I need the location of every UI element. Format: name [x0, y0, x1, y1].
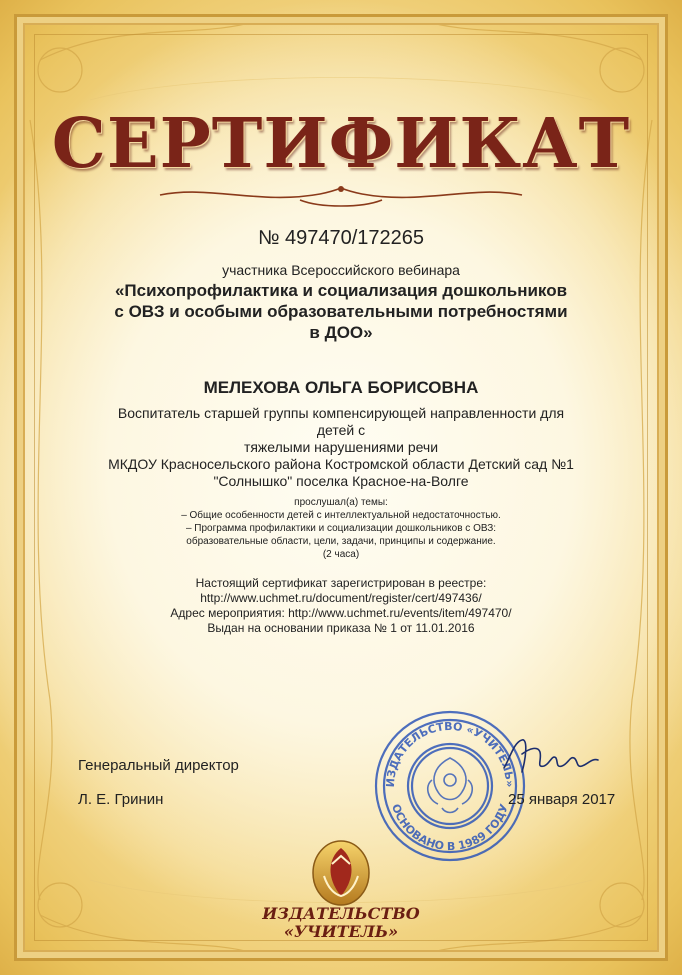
- order-line: Выдан на основании приказа № 1 от 11.01.2016: [207, 621, 475, 635]
- director-name: Л. Е. Гринин: [78, 791, 164, 808]
- stamp-top-text: ИЗДАТЕЛЬСТВО «УЧИТЕЛЬ»: [383, 719, 517, 788]
- issue-date: 25 января 2017: [508, 791, 616, 808]
- title-flourish: [150, 180, 532, 210]
- registry-line: Настоящий сертификат зарегистрирован в реестре:: [195, 576, 487, 590]
- certificate-number: № 497470/172265: [257, 227, 425, 249]
- position-line: Воспитатель старшей группы компенсирующей направленности для детей с: [117, 405, 565, 438]
- certificate-title: СЕРТИФИКАТ: [51, 104, 631, 184]
- publisher-logo-icon: [274, 838, 408, 908]
- director-signature: [500, 728, 600, 788]
- topics-line: образовательные области, цели, задачи, принципы и содержание.: [186, 536, 496, 547]
- logo-line-1: ИЗДАТЕЛЬСТВО: [262, 904, 420, 923]
- topics-line: (2 часа): [322, 549, 360, 560]
- stamp-emblem-icon: [428, 758, 473, 813]
- position-line: "Солнышко" поселка Красное-на-Волге: [213, 473, 469, 489]
- person-name: МЕЛЕХОВА ОЛЬГА БОРИСОВНА: [203, 378, 479, 397]
- registry-link[interactable]: http://www.uchmet.ru/document/register/cert/497436/: [200, 591, 482, 605]
- position-line: МКДОУ Красносельского района Костромской области Детский сад №1: [108, 456, 574, 472]
- topics-line: прослушал(а) темы:: [294, 497, 388, 508]
- event-address[interactable]: Адрес мероприятия: http://www.uchmet.ru/events/item/497470/: [170, 606, 512, 620]
- person-position: [100, 405, 582, 490]
- webinar-title-line: «Психопрофилактика и социализация дошкольников: [114, 281, 568, 300]
- webinar-title-line: в ДОО»: [309, 323, 373, 342]
- svg-text:ИЗДАТЕЛЬСТВО «УЧИТЕЛЬ»: [384, 720, 516, 788]
- webinar-title: [110, 280, 572, 343]
- position-line: тяжелыми нарушениями речи: [243, 439, 439, 455]
- publisher-logo-text: [0, 905, 682, 941]
- topics-block: [150, 496, 532, 561]
- webinar-title-line: с ОВЗ и особыми образовательными потребностями: [114, 302, 568, 321]
- registry-block: [120, 576, 562, 636]
- topics-line: – Общие особенности детей с интеллектуальной недостаточностью.: [181, 510, 501, 521]
- topics-line: – Программа профилактики и социализации дошкольников с ОВЗ:: [185, 523, 497, 534]
- director-title: Генеральный директор: [78, 757, 239, 774]
- logo-line-2: «УЧИТЕЛЬ»: [283, 922, 399, 941]
- participant-line: участника Всероссийского вебинара: [222, 262, 460, 278]
- stamp-bottom-text: ОСНОВАНО В 1989 ГОДУ: [389, 802, 511, 854]
